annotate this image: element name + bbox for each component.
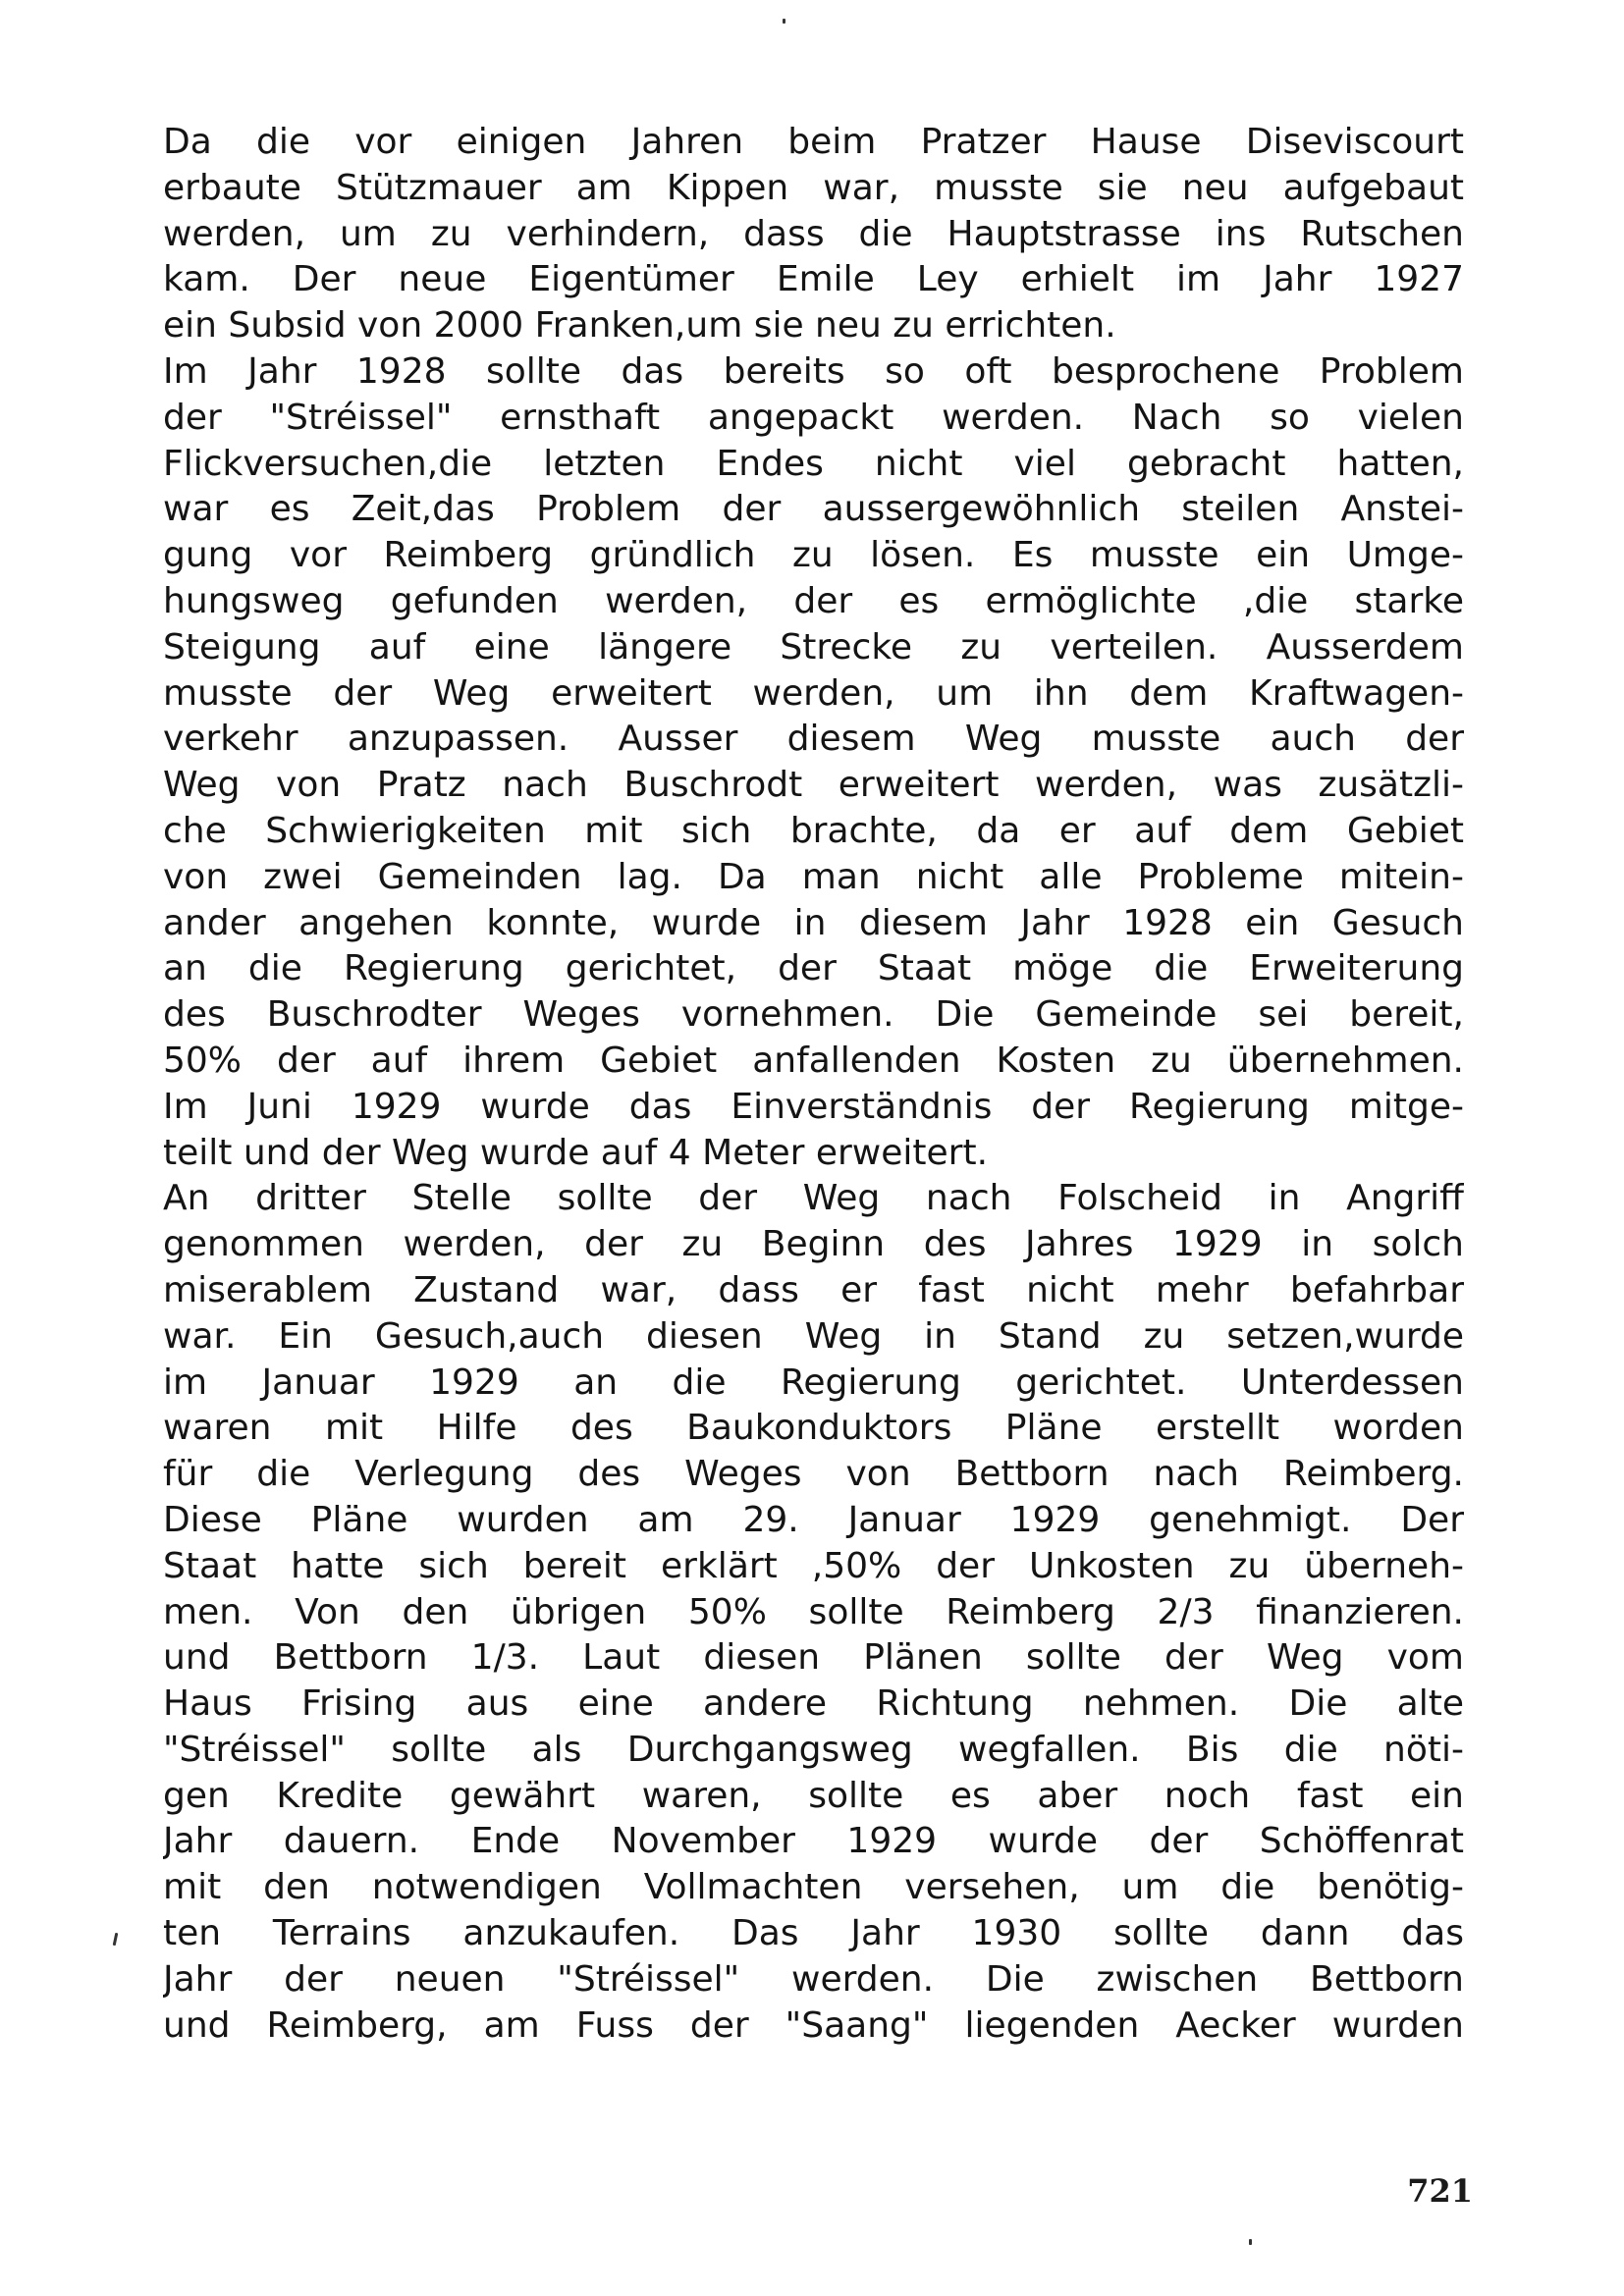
text-line: men. Von den übrigen 50% sollte Reimberg 2/3 finanzieren. [163, 1591, 1464, 1632]
text-line: genommen werden, der zu Beginn des Jahres 1929 in solch [163, 1224, 1464, 1265]
page-number: 721 [1407, 2172, 1473, 2210]
text-line: war. Ein Gesuch,auch diesen Weg in Stand zu setzen,wurde [163, 1315, 1464, 1357]
text-line: gung vor Reimberg gründlich zu lösen. Es musste ein Umge- [163, 535, 1464, 576]
text-line: teilt und der Weg wurde auf 4 Meter erweitert. [163, 1132, 989, 1173]
text-line: gen Kredite gewährt waren, sollte es aber noch fast ein [163, 1775, 1464, 1816]
text-line: Staat hatte sich bereit erklärt ,50% der Unkosten zu überneh- [163, 1545, 1464, 1586]
text-line: Diese Pläne wurden am 29. Januar 1929 genehmigt. Der [163, 1499, 1464, 1540]
text-line: Flickversuchen,die letzten Endes nicht viel gebracht hatten, [163, 443, 1464, 484]
text-line: ten Terrains anzukaufen. Das Jahr 1930 sollte dann das [163, 1913, 1464, 1954]
scan-speck [1249, 2239, 1252, 2245]
text-line: und Bettborn 1/3. Laut diesen Plänen sollte der Weg vom [163, 1637, 1464, 1679]
text-line: Steigung auf eine längere Strecke zu verteilen. Ausserdem [163, 626, 1464, 667]
text-line: 50% der auf ihrem Gebiet anfallenden Kosten zu übernehmen. [163, 1040, 1464, 1081]
text-line: des Buschrodter Weges vornehmen. Die Gemeinde sei bereit, [163, 994, 1464, 1036]
text-line: musste der Weg erweitert werden, um ihn dem Kraftwagen- [163, 672, 1464, 714]
text-line: von zwei Gemeinden lag. Da man nicht alle Probleme mitein- [163, 856, 1464, 897]
scan-speck [113, 1933, 119, 1946]
body-text [163, 120, 1464, 2049]
text-line: hungsweg gefunden werden, der es ermöglichte ,die starke [163, 580, 1464, 621]
text-line: waren mit Hilfe des Baukonduktors Pläne erstellt worden [163, 1408, 1464, 1449]
text-line: Haus Frising aus eine andere Richtung nehmen. Die alte [163, 1683, 1464, 1725]
text-line: "Stréissel" sollte als Durchgangsweg wegfallen. Bis die nöti- [163, 1729, 1464, 1770]
text-line: war es Zeit,das Problem der aussergewöhnlich steilen Anstei- [163, 489, 1464, 530]
text-line: mit den notwendigen Vollmachten versehen, um die benötig- [163, 1867, 1464, 1908]
text-line: an die Regierung gerichtet, der Staat möge die Erweiterung [163, 948, 1464, 989]
text-line: für die Verlegung des Weges von Bettborn nach Reimberg. [163, 1454, 1464, 1495]
text-line: Im Jahr 1928 sollte das bereits so oft besprochene Problem [163, 350, 1464, 392]
text-line: ein Subsid von 2000 Franken,um sie neu zu errichten. [163, 305, 1116, 347]
text-line: An dritter Stelle sollte der Weg nach Folscheid in Angriff [163, 1178, 1464, 1219]
text-line: Da die vor einigen Jahren beim Pratzer Hause Diseviscourt [163, 122, 1464, 162]
text-line: erbaute Stützmauer am Kippen war, musste sie neu aufgebaut [163, 167, 1464, 208]
text-line: Jahr dauern. Ende November 1929 wurde der Schöffenrat [163, 1821, 1464, 1862]
text-line: kam. Der neue Eigentümer Emile Ley erhielt im Jahr 1927 [163, 259, 1464, 300]
scan-speck [783, 19, 785, 24]
text-line: Weg von Pratz nach Buschrodt erweitert werden, was zusätzli- [163, 765, 1464, 806]
text-line: und Reimberg, am Fuss der "Saang" liegenden Aecker wurden [163, 2004, 1464, 2046]
text-line: che Schwierigkeiten mit sich brachte, da er auf dem Gebiet [163, 810, 1464, 851]
text-line: der "Stréissel" ernsthaft angepackt werden. Nach so vielen [163, 397, 1464, 438]
text-line: ander angehen konnte, wurde in diesem Jahr 1928 ein Gesuch [163, 902, 1464, 943]
text-line: Im Juni 1929 wurde das Einverständnis der Regierung mitge- [163, 1086, 1464, 1127]
text-line: verkehr anzupassen. Ausser diesem Weg musste auch der [163, 719, 1464, 760]
text-line: im Januar 1929 an die Regierung gerichtet. Unterdessen [163, 1362, 1464, 1403]
text-line: werden, um zu verhindern, dass die Hauptstrasse ins Rutschen [163, 213, 1464, 254]
text-line: miserablem Zustand war, dass er fast nicht mehr befahrbar [163, 1269, 1464, 1310]
text-line: Jahr der neuen "Stréissel" werden. Die zwischen Bettborn [163, 1958, 1464, 2000]
